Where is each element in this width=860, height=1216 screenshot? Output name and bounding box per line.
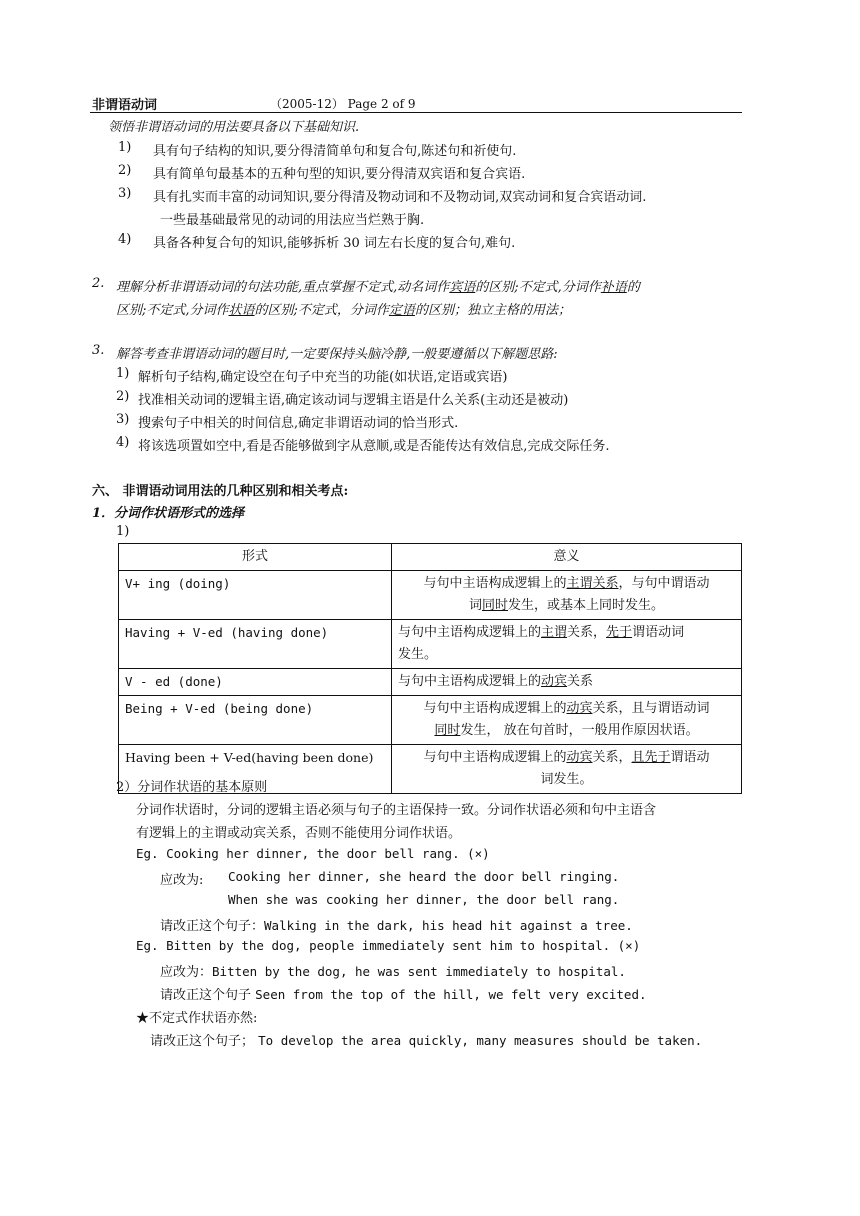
point3-item-num: 3) [116, 412, 130, 427]
page-header-meta: （2005-12） Page 2 of 9 [270, 97, 416, 111]
table-row [119, 571, 742, 620]
point3-item-num: 4) [116, 435, 130, 450]
point3-item-text: 解析句子结构,确定设空在句子中充当的功能(如状语,定语或宾语) [138, 370, 508, 385]
point3-item-text: 将该选项置如空中,看是否能够做到字从意顺,或是否能传达有效信息,完成交际任务. [138, 439, 610, 454]
section6-sub1: 1．分词作状语形式的选择 [92, 506, 245, 521]
principles-para-line1: 分词作状语时，分词的逻辑主语必须与句子的主语保持一致。分词作状语必须和句中主语含 [136, 803, 657, 818]
example-sentence: Eg. Cooking her dinner, the door bell rang. (×) [136, 846, 490, 861]
table-cell-form: V - ed (done) [119, 669, 392, 696]
section6-title: 六、 非谓语动词用法的几种区别和相关考点: [92, 484, 349, 499]
header-rule [90, 112, 742, 113]
table-cell-meaning: 与句中主语构成逻辑上的动宾关系 [392, 669, 742, 696]
table-header-cell: 形式 [119, 544, 392, 571]
table-header-row [119, 544, 742, 571]
exercise-line: 请改正这个句子 Seen from the top of the hill, we felt very excited. [160, 987, 647, 1003]
correction-sentence: When she was cooking her dinner, the door bell rang. [228, 892, 620, 907]
point3-num: 3. [92, 343, 105, 358]
table-cell-meaning: 与句中主语构成逻辑上的主谓关系，先于谓语动词 发生。 [392, 620, 742, 669]
table-cell-meaning: 与句中主语构成逻辑上的动宾关系，且先于谓语动 词发生。 [392, 745, 742, 794]
point2-num: 2. [92, 276, 105, 291]
table-cell-form: Having been + V-ed(having been done) [119, 745, 392, 794]
section6-sub1-num: 1) [116, 524, 130, 539]
table-cell-meaning: 与句中主语构成逻辑上的主谓关系，与句中谓语动 词同时发生，或基本上同时发生。 [392, 571, 742, 620]
correction-label: 应改为: [160, 873, 204, 888]
table-cell-form: Having + V-ed (having done) [119, 620, 392, 669]
intro-item-text: 一些最基础最常见的动词的用法应当烂熟于胸. [160, 213, 425, 228]
table-cell-form: Being + V-ed (being done) [119, 696, 392, 745]
intro-item-num: 2) [118, 163, 132, 178]
point3-item-text: 找准相关动词的逻辑主语,确定该动词与逻辑主语是什么关系(主动还是被动) [138, 393, 569, 408]
intro-item-num: 3) [118, 186, 132, 201]
table-header-cell: 意义 [392, 544, 742, 571]
correction-line: 应改为：Bitten by the dog, he was sent immediately to hospital. [160, 964, 626, 980]
intro-item-text: 具有简单句最基本的五种句型的知识,要分得清双宾语和复合宾语. [153, 167, 526, 182]
point3-line: 解答考查非谓语动词的题目时,一定要保持头脑冷静,一般要遵循以下解题思路: [116, 347, 558, 362]
table-row [119, 669, 742, 696]
principles-para-line2: 有逻辑上的主谓或动宾关系，否则不能使用分词作状语。 [136, 826, 462, 841]
intro-item-num: 1) [118, 140, 132, 155]
example-sentence: Eg. Bitten by the dog, people immediately sent him to hospital. (×) [136, 938, 641, 953]
intro-item-num: 4) [118, 232, 132, 247]
intro-line: 领悟非谓语动词的用法要具备以下基础知识. [108, 120, 360, 135]
principles-title: 2）分词作状语的基本原则 [116, 780, 268, 795]
page-header-title: 非谓语动词 [92, 98, 158, 113]
participle-adverbial-table [118, 543, 742, 794]
table-cell-meaning: 与句中主语构成逻辑上的动宾关系，且与谓语动词 同时发生， 放在句首时，一般用作原因状语。 [392, 696, 742, 745]
table-cell-form: V+ ing (doing) [119, 571, 392, 620]
correction-sentence: Cooking her dinner, she heard the door bell ringing. [228, 869, 620, 884]
point3-item-text: 搜索句子中相关的时间信息,确定非谓语动词的恰当形式. [138, 416, 459, 431]
table-row [119, 620, 742, 669]
exercise-line: 请改正这个句子：Walking in the dark, his head hit against a tree. [160, 918, 633, 934]
intro-item-text: 具有扎实而丰富的动词知识,要分得清及物动词和不及物动词,双宾动词和复合宾语动词. [153, 190, 647, 205]
star-note: ★不定式作状语亦然: [136, 1011, 258, 1026]
exercise-line: 请改正这个句子； To develop the area quickly, many measures should be taken. [150, 1033, 703, 1049]
point3-item-num: 1) [116, 366, 130, 381]
table-row [119, 696, 742, 745]
point2-line2: 区别;不定式,分词作状语的区别;不定式，分词作定语的区别；独立主格的用法； [116, 303, 571, 318]
intro-item-text: 具有句子结构的知识,要分得清简单句和复合句,陈述句和祈使句. [153, 144, 517, 159]
intro-item-text: 具备各种复合句的知识,能够拆析 30 词左右长度的复合句,难句. [153, 236, 516, 251]
point2-line1: 理解分析非谓语动词的句法功能,重点掌握不定式,动名词作宾语的区别;不定式,分词作补语的 [116, 280, 640, 295]
point3-item-num: 2) [116, 389, 130, 404]
